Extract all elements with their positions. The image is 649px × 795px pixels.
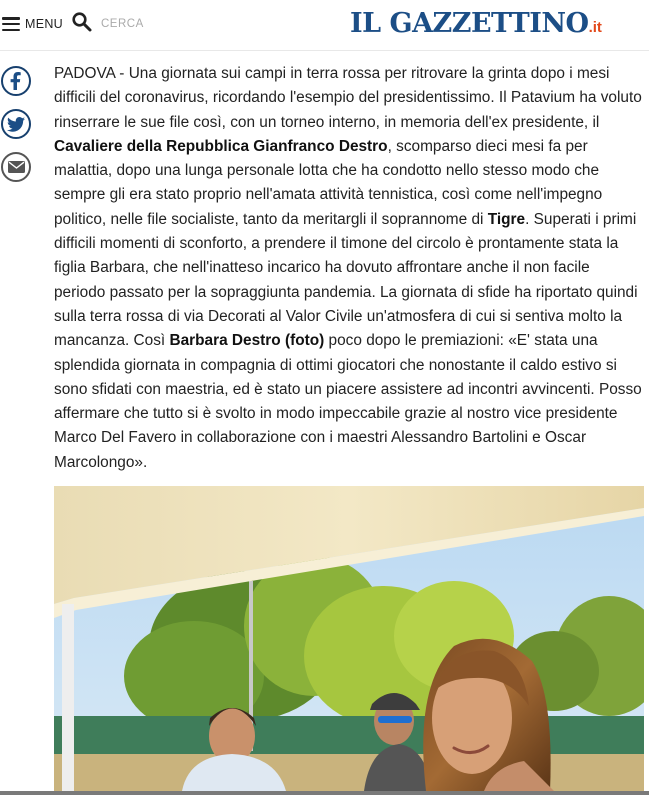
mail-icon: [8, 161, 25, 173]
top-bar: [0, 0, 649, 51]
facebook-icon: [8, 72, 24, 90]
article-text: PADOVA - Una giornata sui campi in terra rossa per ritrovare la grinta dopo i mesi difficili del coronavirus, ricordando l'esempio del presidentissimo. Il Patavium ha voluto rinserrare le sue file così, con un torneo interno, in memoria dell'ex presidente, il: [54, 65, 642, 131]
article-text: . Superati i primi difficili momenti di sconforto, a prendere il timone del circolo è prontamente stata la figlia Barbara, che nell'inatteso incarico ha dovuto affrontare anche il non facile periodo passato per la sopraggiunta pandemia. La giornata di sfide ha riportato quindi sulla terra rossa di via Decorati al Valor Civile un'atmosfera di cui si sentiva molto la mancanza. Così: [54, 210, 638, 350]
article-bold-name: Cavaliere della Repubblica Gianfranco Destro: [54, 137, 388, 155]
menu-label: MENU: [25, 17, 64, 31]
article-bold-nickname: Tigre: [487, 210, 526, 228]
email-share-button[interactable]: [1, 152, 31, 182]
share-bar: [0, 66, 36, 195]
twitter-icon: [7, 117, 25, 132]
logo-text: IL GAZZETTINO: [350, 8, 589, 39]
twitter-share-button[interactable]: [1, 109, 31, 139]
bottom-divider: [0, 791, 649, 795]
photo-illustration: [54, 486, 644, 791]
menu-button[interactable]: [2, 13, 63, 35]
hamburger-icon: [2, 17, 20, 31]
article-text: , scomparso dieci mesi fa per malattia, dopo una lunga personale lotta che ha condotto nello stesso modo che sempre gli era stato proprio nell'amata attività tennistica, così come nell'impegno politico, nelle file socialiste, tanto da meritargli il soprannome di: [54, 137, 603, 228]
search-input[interactable]: [101, 15, 211, 33]
facebook-share-button[interactable]: [1, 66, 31, 96]
article-body: [54, 62, 644, 475]
article-text: poco dopo le premiazioni: «E' stata una splendida giornata in compagnia di ottimi giocatori che nonostante il caldo estivo si sono sfidati con maestria, ed è stato un piacere assistere ad incontri avvincenti. Posso affermare che tutto si è svolto in modo impeccabile grazie al nostro vice presidente Marco Del Favero in collaborazione con i maestri Alessandro Bartolini e Oscar Marcolongo».: [54, 332, 642, 471]
article-photo: [54, 486, 644, 791]
site-logo[interactable]: [350, 8, 602, 39]
search-icon[interactable]: [71, 11, 93, 33]
logo-tld: .it: [588, 19, 602, 36]
article-bold-photo-ref: Barbara Destro (foto): [169, 332, 325, 350]
